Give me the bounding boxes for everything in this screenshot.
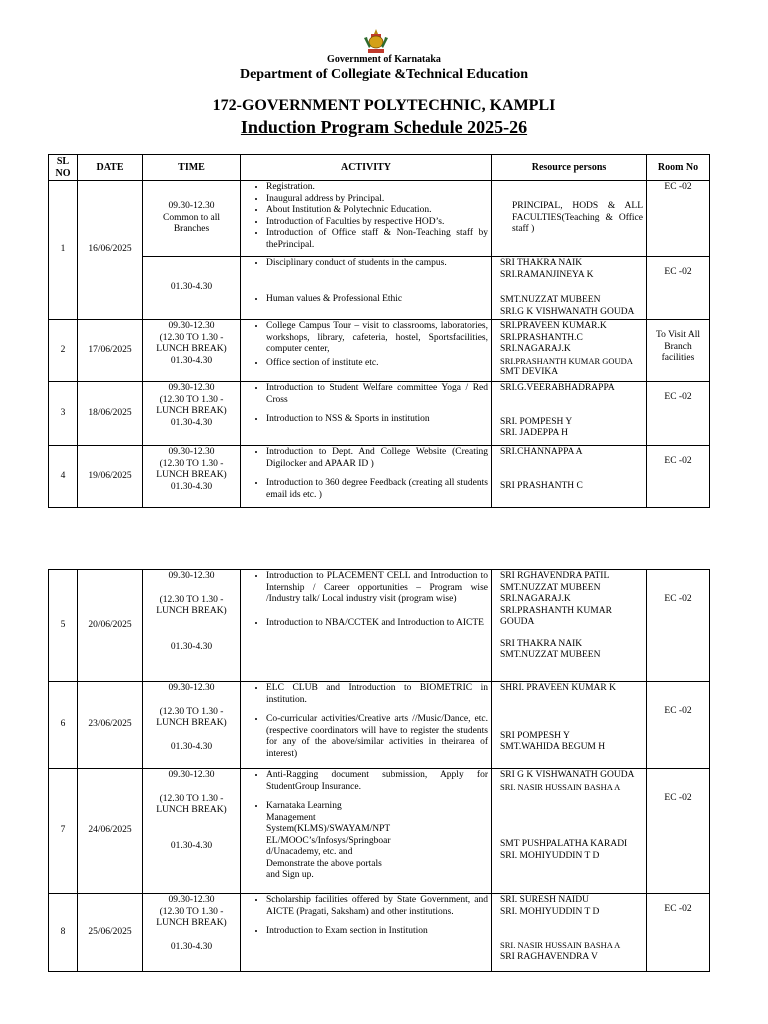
resource-cell bbox=[492, 894, 647, 972]
activity-item: • Introduction to 360 degree Feedback (creating all students email ids etc. ) bbox=[266, 478, 488, 501]
schedule-table-2 bbox=[48, 569, 710, 972]
time-cell bbox=[143, 570, 241, 682]
resource-person: SRI. NASIR HUSSAIN BASHA A bbox=[500, 781, 621, 792]
time-text: LUNCH BREAK) bbox=[156, 606, 227, 616]
resource-cell bbox=[492, 446, 647, 508]
date-cell: 16/06/2025 bbox=[78, 181, 143, 320]
resource-person: SRI.RAMANJINEYA K bbox=[500, 269, 594, 280]
time-text: 09.30-12.30 bbox=[168, 683, 215, 693]
room-cell: EC -02 bbox=[647, 257, 710, 320]
date-cell: 17/06/2025 bbox=[78, 320, 143, 382]
resource-person: SRI. POMPESH Y bbox=[500, 416, 573, 427]
resource-person: SMT.WAHIDA BEGUM H bbox=[500, 742, 606, 752]
karnataka-emblem-icon bbox=[361, 28, 391, 54]
date-cell: 23/06/2025 bbox=[78, 682, 143, 769]
room-cell: EC -02 bbox=[647, 382, 710, 446]
activity-item: • Introduction of Office staff & Non-Teaching staff by thePrincipal. bbox=[266, 228, 488, 251]
col-time: TIME bbox=[143, 155, 241, 181]
resource-person: SRI.G K VISHWANATH GOUDA bbox=[500, 306, 635, 317]
time-text: 09.30-12.30 bbox=[168, 447, 215, 457]
col-activity: ACTIVITY bbox=[241, 155, 492, 181]
program-title: Induction Program Schedule 2025-26 bbox=[240, 117, 528, 137]
activity-cell bbox=[241, 682, 492, 769]
date-cell: 24/06/2025 bbox=[78, 769, 143, 894]
resource-person: SRI POMPESH Y bbox=[500, 730, 570, 741]
table-row bbox=[49, 570, 710, 682]
sl-cell: 2 bbox=[49, 320, 78, 382]
time-cell bbox=[143, 181, 241, 257]
table-row bbox=[49, 382, 710, 446]
sl-cell: 1 bbox=[49, 181, 78, 320]
resource-person: SRI.NAGARAJ.K bbox=[500, 594, 571, 604]
activity-item: • Registration. bbox=[266, 182, 488, 194]
government-heading: Government of Karnataka bbox=[327, 54, 441, 65]
resource-cell bbox=[492, 257, 647, 320]
institution-heading: 172-GOVERNMENT POLYTECHNIC, KAMPLI bbox=[212, 97, 556, 114]
time-text: 01.30-4.30 bbox=[170, 481, 213, 492]
activity-cell bbox=[241, 446, 492, 508]
activity-cell bbox=[241, 320, 492, 382]
activity-item: • Introduction to Student Welfare committee Yoga / Red Cross bbox=[266, 383, 488, 406]
resource-cell bbox=[492, 382, 647, 446]
col-resource: Resource persons bbox=[492, 155, 647, 181]
resource-cell: PRINCIPAL, HODS & ALL FACULTIES(Teaching & Office staff ) bbox=[492, 181, 647, 257]
resource-person: SRI.NAGARAJ.K bbox=[500, 344, 571, 354]
table-row bbox=[49, 181, 710, 257]
resource-person: SRI THAKRA NAIK bbox=[500, 258, 583, 268]
time-cell bbox=[143, 769, 241, 894]
room-cell: EC -02 bbox=[647, 570, 710, 682]
activity-cell bbox=[241, 382, 492, 446]
time-cell bbox=[143, 682, 241, 769]
time-text: Branches bbox=[173, 224, 210, 235]
sl-cell: 3 bbox=[49, 382, 78, 446]
time-text: (12.30 TO 1.30 - bbox=[159, 706, 224, 717]
table-row bbox=[49, 769, 710, 894]
room-cell: EC -02 bbox=[647, 682, 710, 769]
activity-item: • Co-curricular activities/Creative arts //Music/Dance, etc. (respective coordinators will have to register the students for any of the above/similar activities in theirarea of interest) bbox=[266, 714, 488, 760]
time-text: 01.30-4.30 bbox=[170, 417, 213, 428]
resource-person: SMT PUSHPALATHA KARADI bbox=[500, 839, 628, 849]
resource-person: SRI.PRASHANTH KUMAR GOUDA bbox=[500, 605, 612, 627]
resource-person: SRI.PRASHANTH.C bbox=[500, 332, 583, 343]
time-cell: 01.30-4.30 bbox=[143, 257, 241, 320]
time-text: (12.30 TO 1.30 - bbox=[159, 458, 224, 469]
schedule-table-1 bbox=[48, 154, 710, 508]
table-row bbox=[49, 894, 710, 972]
date-cell: 20/06/2025 bbox=[78, 570, 143, 682]
activity-cell bbox=[241, 257, 492, 320]
resource-person: SMT.NUZZAT MUBEEN bbox=[500, 650, 601, 660]
activity-item: • Anti-Ragging document submission, Apply for StudentGroup Insurance. bbox=[266, 770, 488, 793]
department-heading: Department of Collegiate &Technical Education bbox=[239, 67, 528, 82]
time-text: (12.30 TO 1.30 - bbox=[159, 332, 224, 343]
activity-cell bbox=[241, 570, 492, 682]
time-text: LUNCH BREAK) bbox=[156, 470, 227, 480]
time-text: 09.30-12.30 bbox=[168, 770, 215, 780]
resource-person: SRI.CHANNAPPA A bbox=[500, 447, 583, 457]
time-text: 09.30-12.30 bbox=[168, 895, 215, 905]
activity-item: • Inaugural address by Principal. bbox=[266, 194, 488, 206]
table-row bbox=[49, 257, 710, 320]
time-text: (12.30 TO 1.30 - bbox=[159, 394, 224, 405]
sl-cell: 7 bbox=[49, 769, 78, 894]
sl-cell: 6 bbox=[49, 682, 78, 769]
resource-cell bbox=[492, 682, 647, 769]
resource-person: SRI.G.VEERABHADRAPPA bbox=[500, 383, 615, 393]
time-text: LUNCH BREAK) bbox=[156, 805, 227, 815]
time-text: (12.30 TO 1.30 - bbox=[159, 594, 224, 605]
resource-person: SRI G K VISHWANATH GOUDA bbox=[500, 770, 635, 780]
room-cell: EC -02 bbox=[647, 769, 710, 894]
time-text: 01.30-4.30 bbox=[170, 941, 213, 952]
resource-person: SRI.PRASHANTH KUMAR GOUDA bbox=[500, 355, 633, 366]
col-sl: SL NO bbox=[49, 155, 78, 181]
date-cell: 25/06/2025 bbox=[78, 894, 143, 972]
resource-person: SRI. JADEPPA H bbox=[500, 428, 569, 438]
resource-cell bbox=[492, 769, 647, 894]
col-room: Room No bbox=[647, 155, 710, 181]
resource-person: SRI THAKRA NAIK bbox=[500, 638, 583, 649]
time-text: LUNCH BREAK) bbox=[156, 406, 227, 416]
time-text: 01.30-4.30 bbox=[170, 840, 213, 851]
resource-person: SMT.NUZZAT MUBEEN bbox=[500, 582, 601, 593]
sl-cell: 8 bbox=[49, 894, 78, 972]
activity-item: • Introduction of Faculties by respective HOD’s. bbox=[266, 217, 488, 229]
time-cell bbox=[143, 382, 241, 446]
activity-cell bbox=[241, 769, 492, 894]
time-text: 09.30-12.30 bbox=[168, 201, 215, 212]
activity-item: • About Institution & Polytechnic Education. bbox=[266, 205, 488, 217]
table-header-row bbox=[49, 155, 710, 181]
sl-cell: 5 bbox=[49, 570, 78, 682]
resource-cell bbox=[492, 320, 647, 382]
activity-item: • Introduction to Exam section in Institution bbox=[266, 926, 488, 938]
table-row bbox=[49, 320, 710, 382]
table-row bbox=[49, 682, 710, 769]
date-cell: 18/06/2025 bbox=[78, 382, 143, 446]
resource-person: SRI. MOHIYUDDIN T D bbox=[500, 850, 600, 861]
resource-person: SRI.PRAVEEN KUMAR.K bbox=[500, 321, 607, 331]
room-cell: EC -02 bbox=[647, 446, 710, 508]
time-cell bbox=[143, 446, 241, 508]
activity-item: • Disciplinary conduct of students in the campus. bbox=[266, 258, 488, 270]
time-text: 01.30-4.30 bbox=[170, 641, 213, 652]
resource-person: SMT.NUZZAT MUBEEN bbox=[500, 295, 601, 305]
time-text: (12.30 TO 1.30 - bbox=[159, 906, 224, 917]
sl-cell: 4 bbox=[49, 446, 78, 508]
activity-item: • College Campus Tour – visit to classrooms, laboratories, workshops, library, cafeteria, hostel, Sportsfacilities, computer center, bbox=[266, 321, 488, 356]
activity-item: • Karnataka Learning Management System(KLMS)/SWAYAM/NPT EL/MOOC’s/Infosys/Springboar d/Unacademy, etc. and Demonstrate the above portals and Sign up. bbox=[266, 801, 388, 882]
time-text: 09.30-12.30 bbox=[168, 571, 215, 581]
time-cell bbox=[143, 894, 241, 972]
resource-person: SRI PRASHANTH C bbox=[500, 480, 583, 491]
resource-person: SMT DEVIKA bbox=[500, 367, 559, 377]
resource-person: SRI RAGHAVENDRA V bbox=[500, 951, 598, 962]
resource-person: SRI. SURESH NAIDU bbox=[500, 895, 589, 905]
date-cell: 19/06/2025 bbox=[78, 446, 143, 508]
time-text: Common to all bbox=[163, 212, 220, 223]
resource-person: SRI. NASIR HUSSAIN BASHA A bbox=[500, 940, 621, 950]
activity-item: • Introduction to PLACEMENT CELL and Introduction to Internship / Career opportunities – Program wise /Industry talk/ Local industry visit (program wise) bbox=[266, 571, 488, 606]
time-text: LUNCH BREAK) bbox=[156, 918, 227, 928]
time-text: 01.30-4.30 bbox=[170, 741, 213, 752]
time-text: 09.30-12.30 bbox=[168, 383, 215, 393]
activity-item: • Human values & Professional Ethic bbox=[266, 294, 488, 306]
time-text: LUNCH BREAK) bbox=[156, 344, 227, 354]
resource-person: SRI. MOHIYUDDIN T D bbox=[500, 906, 600, 917]
time-cell bbox=[143, 320, 241, 382]
activity-item: • Introduction to NBA/CCTEK and Introduction to AICTE bbox=[266, 618, 488, 630]
resource-person: SHRI. PRAVEEN KUMAR K bbox=[500, 683, 616, 693]
activity-item: • Introduction to Dept. And College Website (Creating Digilocker and APAAR ID ) bbox=[266, 447, 488, 470]
activity-item: • ELC CLUB and Introduction to BIOMETRIC in institution. bbox=[266, 683, 488, 706]
activity-cell bbox=[241, 894, 492, 972]
table-row bbox=[49, 446, 710, 508]
activity-cell bbox=[241, 181, 492, 257]
activity-item: • Office section of institute etc. bbox=[266, 358, 488, 370]
room-cell: To Visit All Branch facilities bbox=[647, 320, 710, 382]
time-text: 01.30-4.30 bbox=[170, 355, 213, 366]
time-text: 09.30-12.30 bbox=[168, 321, 215, 331]
time-text: LUNCH BREAK) bbox=[156, 718, 227, 728]
room-cell: EC -02 bbox=[647, 181, 710, 257]
room-cell: EC -02 bbox=[647, 894, 710, 972]
resource-cell bbox=[492, 570, 647, 682]
activity-item: • Introduction to NSS & Sports in institution bbox=[266, 414, 488, 426]
activity-item: • Scholarship facilities offered by State Government, and AICTE (Pragati, Saksham) and other institutions. bbox=[266, 895, 488, 918]
time-text: (12.30 TO 1.30 - bbox=[159, 793, 224, 804]
col-date: DATE bbox=[78, 155, 143, 181]
resource-person: SRI RGHAVENDRA PATIL bbox=[500, 571, 610, 581]
